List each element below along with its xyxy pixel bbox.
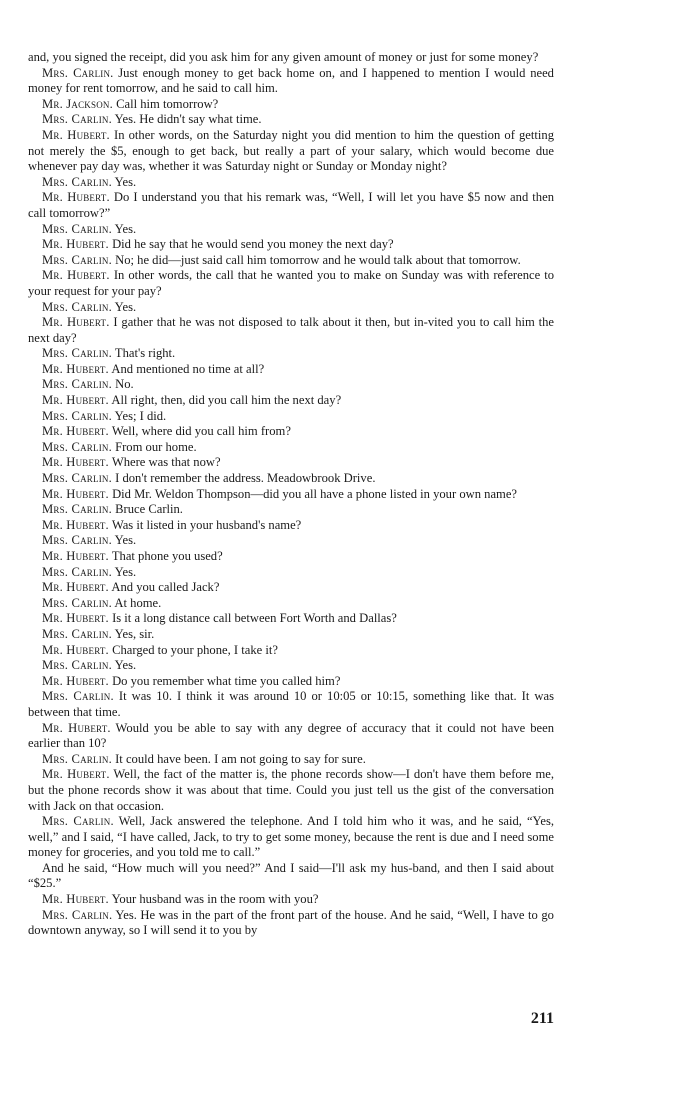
speaker-label: Mrs. Carlin.: [42, 221, 112, 236]
speaker-label: Mrs. Carlin.: [42, 471, 112, 486]
testimony-paragraph: [28, 658, 554, 674]
statement-text: At home.: [114, 595, 162, 610]
statement-text: Do you remember what time you called him?: [112, 673, 341, 688]
statement-text: Bruce Carlin.: [115, 502, 183, 517]
speaker-label: Mrs. Carlin.: [42, 814, 114, 829]
testimony-paragraph: [28, 237, 554, 253]
statement-text: I don't remember the address. Meadowbrook Drive.: [115, 471, 376, 486]
statement-text: Yes. He was in the part of the front part of the house. And he said, “Well, I have to go downtown anyway, so I will send it to you by: [28, 907, 554, 938]
speaker-label: Mrs. Carlin.: [42, 408, 112, 423]
speaker-label: Mrs. Carlin.: [42, 595, 112, 610]
testimony-paragraph: [28, 674, 554, 690]
statement-text: Yes.: [114, 533, 137, 548]
statement-text: and, you signed the receipt, did you ask him for any given amount of money or just for some money?: [28, 50, 539, 64]
speaker-label: Mr. Hubert.: [42, 486, 109, 501]
testimony-paragraph: [28, 128, 554, 175]
statement-text: Well, Jack answered the telephone. And I told him who it was, and he said, “Yes, well,” and I said, “I have called, Jack, to try to get some money, because the rent is due and I need some money for groceries, and you told me to call.”: [28, 814, 555, 860]
speaker-label: Mrs. Carlin.: [42, 299, 112, 314]
testimony-paragraph: [28, 346, 554, 362]
speaker-label: Mrs. Carlin.: [42, 564, 112, 579]
speaker-label: Mrs. Carlin.: [42, 533, 112, 548]
statement-text: Do I understand you that his remark was, “Well, I will let you have $5 now and then call tomorrow?”: [28, 190, 554, 220]
testimony-paragraph: [28, 300, 554, 316]
speaker-label: Mrs. Carlin.: [42, 907, 113, 922]
speaker-label: Mr. Hubert.: [42, 361, 109, 376]
testimony-paragraph: [28, 175, 554, 191]
statement-text: No.: [115, 377, 134, 392]
speaker-label: Mr. Hubert.: [42, 611, 109, 626]
speaker-label: Mr. Hubert.: [42, 393, 109, 408]
speaker-label: Mr. Hubert.: [42, 517, 109, 532]
testimony-paragraph: [28, 222, 554, 238]
testimony-paragraph: [28, 393, 554, 409]
speaker-label: Mr. Hubert.: [42, 268, 110, 283]
testimony-paragraph: [28, 471, 554, 487]
speaker-label: Mr. Hubert.: [42, 767, 110, 782]
statement-text: And he said, “How much will you need?” And I said—I'll ask my hus-band, and then I said about “$25.”: [28, 860, 554, 891]
testimony-paragraph: [28, 596, 554, 612]
statement-text: Would you be able to say with any degree of accuracy that it could not have been earlier than 10?: [28, 720, 555, 751]
testimony-paragraph: [28, 689, 554, 720]
testimony-paragraph: [28, 721, 554, 752]
statement-text: Yes.: [114, 174, 137, 189]
testimony-paragraph: [28, 253, 554, 269]
statement-text: I gather that he was not disposed to talk about it then, but in-vited you to call him the next day?: [28, 315, 554, 345]
testimony-paragraph: [28, 892, 554, 908]
statement-text: Yes.: [114, 299, 137, 314]
statement-text: Yes, sir.: [114, 626, 155, 641]
testimony-paragraph: [28, 908, 554, 939]
statement-text: Well, the fact of the matter is, the phone records show—I don't have them before me, but the phone records show it was about that time. Could you just tell us the gist of the conversation with Jack on that occasion.: [28, 767, 554, 813]
testimony-paragraph: [28, 190, 554, 221]
testimony-paragraph: [28, 767, 554, 814]
statement-text: In other words, the call that he wanted you to make on Sunday was with reference to your request for your pay?: [28, 268, 555, 298]
speaker-label: Mr. Hubert.: [42, 190, 110, 205]
speaker-label: Mrs. Carlin.: [42, 502, 112, 517]
statement-text: All right, then, did you call him the next day?: [111, 393, 342, 408]
speaker-label: Mrs. Carlin.: [42, 346, 112, 361]
statement-text: Yes.: [114, 658, 137, 673]
speaker-label: Mr. Hubert.: [42, 127, 110, 142]
statement-text: Was it listed in your husband's name?: [111, 517, 302, 532]
testimony-paragraph: [28, 268, 554, 299]
speaker-label: Mr. Hubert.: [42, 424, 109, 439]
speaker-label: Mr. Hubert.: [42, 892, 109, 907]
statement-text: Is it a long distance call between Fort Worth and Dallas?: [112, 611, 397, 626]
testimony-paragraph: [28, 580, 554, 596]
statement-text: No; he did—just said call him tomorrow and he would talk about that tomorrow.: [115, 252, 521, 267]
testimony-paragraph: [28, 752, 554, 768]
speaker-label: Mr. Hubert.: [42, 315, 110, 330]
speaker-label: Mr. Jackson.: [42, 96, 113, 111]
statement-text: Yes. He didn't say what time.: [114, 112, 262, 127]
speaker-label: Mr. Hubert.: [42, 720, 111, 735]
speaker-label: Mr. Hubert.: [42, 580, 109, 595]
speaker-label: Mrs. Carlin.: [42, 65, 114, 80]
testimony-paragraph: [28, 861, 554, 892]
statement-text: It was 10. I think it was around 10 or 10:05 or 10:15, something like that. It was between that time.: [28, 689, 554, 719]
statement-text: Where was that now?: [111, 455, 221, 470]
speaker-label: Mrs. Carlin.: [42, 626, 112, 641]
speaker-label: Mrs. Carlin.: [42, 751, 112, 766]
testimony-paragraph: [28, 377, 554, 393]
statement-text: In other words, on the Saturday night you did mention to him the question of getting not merely the $5, enough to get back, but really a part of your salary, which would become due whenever pay day was, whether it was Saturday night or Sunday or Monday night?: [28, 127, 554, 174]
testimony-paragraph: [28, 502, 554, 518]
statement-text: And you called Jack?: [111, 580, 220, 595]
statement-text: From our home.: [115, 439, 197, 454]
testimony-paragraph: [28, 455, 554, 471]
testimony-paragraph: [28, 533, 554, 549]
speaker-label: Mr. Hubert.: [42, 673, 109, 688]
testimony-paragraph: [28, 611, 554, 627]
statement-text: Just enough money to get back home on, and I happened to mention I would need money for rent tomorrow, and he said to call him.: [28, 65, 554, 96]
statement-text: Charged to your phone, I take it?: [112, 642, 278, 657]
speaker-label: Mr. Hubert.: [42, 455, 109, 470]
statement-text: Yes; I did.: [114, 408, 167, 423]
testimony-paragraph: [28, 362, 554, 378]
testimony-paragraph: [28, 66, 554, 97]
testimony-paragraph: [28, 565, 554, 581]
statement-text: That phone you used?: [111, 549, 223, 563]
speaker-label: Mrs. Carlin.: [42, 439, 112, 454]
statement-text: Yes.: [114, 564, 137, 579]
testimony-paragraph: [28, 518, 554, 534]
testimony-paragraph: [28, 487, 554, 503]
statement-text: And mentioned no time at all?: [111, 361, 265, 376]
testimony-paragraph: [28, 643, 554, 659]
testimony-paragraph: [28, 627, 554, 643]
testimony-paragraph: [28, 814, 554, 861]
testimony-paragraph: [28, 97, 554, 113]
statement-text: That's right.: [114, 346, 176, 361]
speaker-label: Mrs. Carlin.: [42, 689, 114, 704]
testimony-paragraph: [28, 440, 554, 456]
speaker-label: Mrs. Carlin.: [42, 174, 112, 189]
speaker-label: Mr. Hubert.: [42, 237, 109, 252]
speaker-label: Mrs. Carlin.: [42, 377, 112, 392]
statement-text: It could have been. I am not going to say for sure.: [115, 751, 366, 766]
statement-text: Yes.: [114, 221, 137, 236]
testimony-page: [28, 50, 554, 939]
statement-text: Did Mr. Weldon Thompson—did you all have a phone listed in your own name?: [112, 486, 518, 501]
testimony-paragraph: [28, 409, 554, 425]
statement-text: Well, where did you call him from?: [111, 424, 291, 439]
testimony-paragraph: [28, 315, 554, 346]
statement-text: Your husband was in the room with you?: [111, 892, 319, 907]
speaker-label: Mrs. Carlin.: [42, 658, 112, 673]
speaker-label: Mr. Hubert.: [42, 642, 109, 657]
speaker-label: Mrs. Carlin.: [42, 252, 112, 267]
statement-text: Did he say that he would send you money the next day?: [112, 237, 394, 252]
testimony-paragraph: [28, 112, 554, 128]
testimony-paragraph: [28, 424, 554, 440]
speaker-label: Mrs. Carlin.: [42, 112, 112, 127]
page-number: 211: [530, 1010, 554, 1027]
testimony-paragraph: [28, 549, 554, 565]
testimony-paragraph: [28, 50, 554, 66]
speaker-label: Mr. Hubert.: [42, 549, 109, 563]
statement-text: Call him tomorrow?: [116, 96, 219, 111]
